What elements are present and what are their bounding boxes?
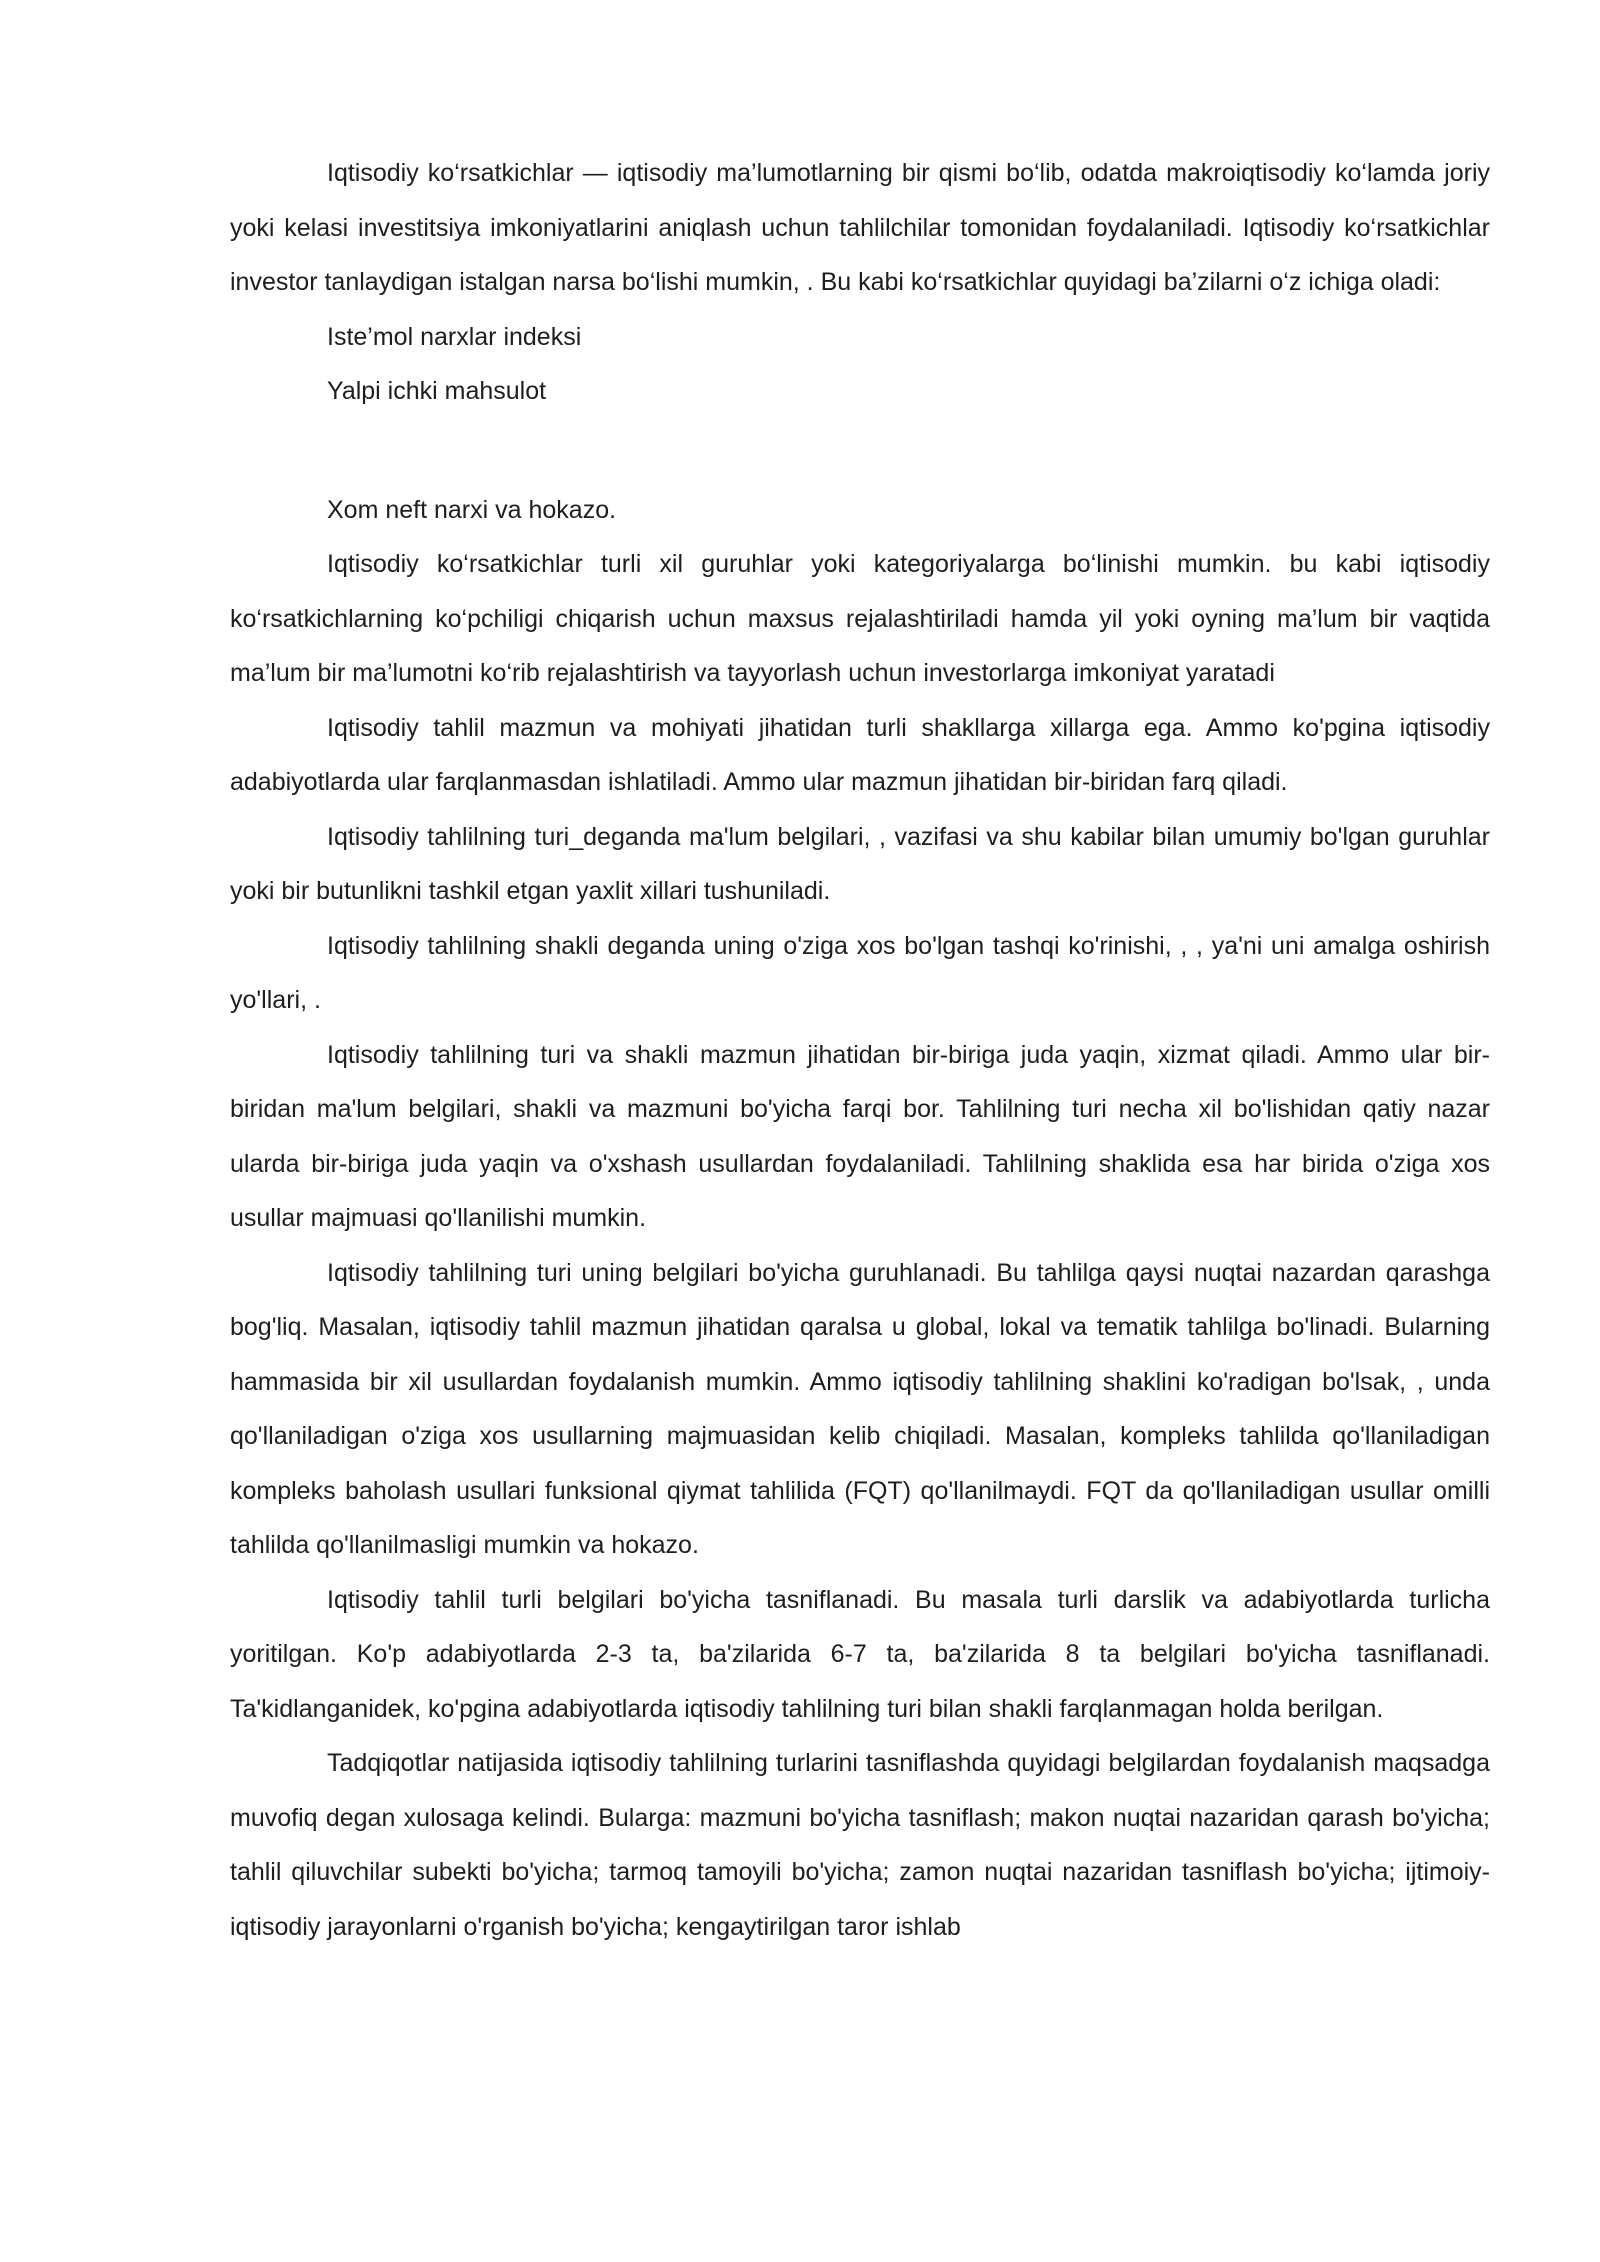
paragraph-research-conclusion: Tadqiqotlar natijasida iqtisodiy tahlilning turlarini tasniflashda quyidagi belgilardan foydalanish maqsadga muvofiq degan xulosaga kelindi. Bularga: mazmuni bo'yicha tasniflash; makon nuqtai nazaridan qarash bo'yicha; tahlil qiluvchilar subekti bo'yicha; tarmoq tamoyili bo'yicha; zamon nuqtai nazaridan tasniflash bo'yicha; ijtimoiy-iqtisodiy jarayonlarni o'rganish bo'yicha; kengaytirilgan taror ishlab	[230, 1749, 1490, 1941]
blank-line	[230, 419, 1490, 483]
paragraph-analysis-type-definition: Iqtisodiy tahlilning turi_deganda ma'lum belgilari, , vazifasi va shu kabilar bilan umumiy bo'lgan guruhlar yoki bir butunlikni tashkil etgan yaxlit xillari tushuniladi.	[230, 822, 1490, 905]
intro-paragraph: Iqtisodiy ko‘rsatkichlar — iqtisodiy ma’lumotlarning bir qismi bo‘lib, odatda makroiqtisodiy ko‘lamda joriy yoki kelasi investitsiya imkoniyatlarini aniqlash uchun tahlilchilar tomonidan foydalaniladi. Iqtisodiy ko‘rsatkichlar investor tanlaydigan istalgan narsa bo‘lishi mumkin, . Bu kabi ko‘rsatkichlar quyidagi ba’zilarni o‘z ichiga oladi:	[230, 159, 1490, 296]
list-item-oil-price: Xom neft narxi va hokazo.	[327, 495, 617, 524]
paragraph-type-grouping: Iqtisodiy tahlilning turi uning belgilari bo'yicha guruhlanadi. Bu tahlilga qaysi nuqtai nazardan qarashga bog'liq. Masalan, iqtisodiy tahlil mazmun jihatidan qaralsa u global, lokal va tematik tahlilga bo'linadi. Bularning hammasida bir xil usullardan foydalanish mumkin. Ammo iqtisodiy tahlilning shaklini ko'radigan bo'lsak, , unda qo'llaniladigan o'ziga xos usullarning majmuasidan kelib chiqiladi. Masalan, kompleks tahlilda qo'llaniladigan kompleks baholash usullari funksional qiymat tahlilida (FQT) qo'llanilmaydi. FQT da qo'llaniladigan usullar omilli tahlilda qo'llanilmasligi mumkin va hokazo.	[230, 1258, 1490, 1559]
paragraph-classification: Iqtisodiy tahlil turli belgilari bo'yicha tasniflanadi. Bu masala turli darslik va adabiyotlarda turlicha yoritilgan. Ko'p adabiyotlarda 2-3 ta, ba'zilarida 6-7 ta, ba'zilarida 8 ta belgilari bo'yicha tasniflanadi. Ta'kidlanganidek, ko'pgina adabiyotlarda iqtisodiy tahlilning turi bilan shakli farqlanmagan holda berilgan.	[230, 1585, 1490, 1723]
paragraph-analysis-form-definition: Iqtisodiy tahlilning shakli deganda uning o'ziga xos bo'lgan tashqi ko'rinishi, , , ya'ni uni amalga oshirish yo'llari, .	[230, 931, 1490, 1014]
list-item-gdp: Yalpi ichki mahsulot	[327, 377, 547, 405]
paragraph-type-vs-form: Iqtisodiy tahlilning turi va shakli mazmun jihatidan bir-biriga juda yaqin, xizmat qiladi. Ammo ular bir-biridan ma'lum belgilari, shakli va mazmuni bo'yicha farqi bor. Tahlilning turi necha xil bo'lishidan qatiy nazar ularda bir-biriga juda yaqin va o'xshash usullardan foydalaniladi. Tahlilning shaklida esa har birida o'ziga xos usullar majmuasi qo'llanilishi mumkin.	[230, 1040, 1490, 1232]
document-body	[230, 146, 1490, 1954]
list-item-cpi: Iste’mol narxlar indeksi	[327, 322, 582, 351]
paragraph-analysis-forms: Iqtisodiy tahlil mazmun va mohiyati jihatidan turli shakllarga xillarga ega. Ammo ko'pgina iqtisodiy adabiyotlarda ular farqlanmasdan ishlatiladi. Ammo ular mazmun jihatidan bir-biridan farq qiladi.	[230, 713, 1490, 796]
paragraph-indicator-categories: Iqtisodiy ko‘rsatkichlar turli xil guruhlar yoki kategoriyalarga bo‘linishi mumkin. bu kabi iqtisodiy ko‘rsatkichlarning ko‘pchiligi chiqarish uchun maxsus rejalashtiriladi hamda yil yoki oyning ma’lum bir vaqtida ma’lum bir ma’lumotni ko‘rib rejalashtirish va tayyorlash uchun investorlarga imkoniyat yaratadi	[230, 550, 1490, 687]
